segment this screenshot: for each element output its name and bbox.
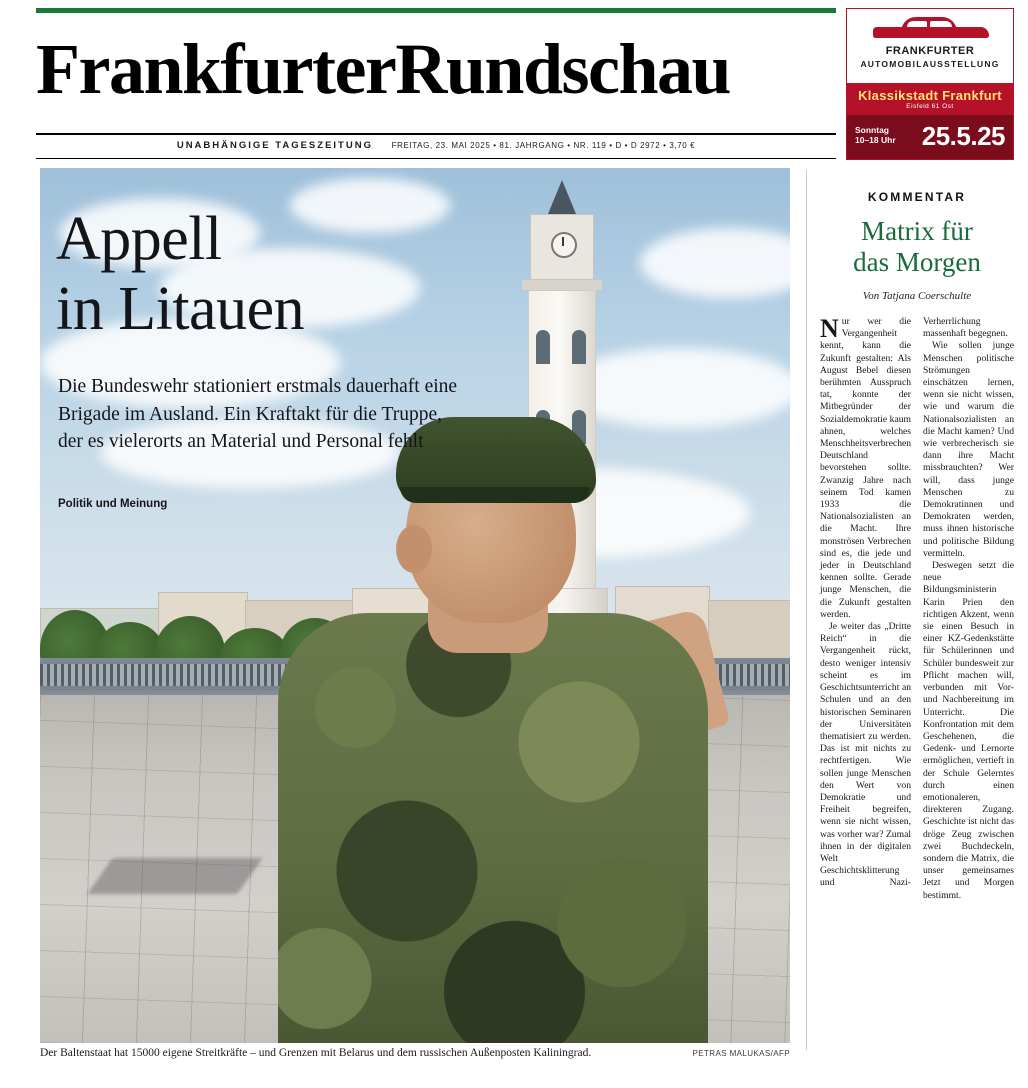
photo-caption-text: Der Baltenstaat hat 15000 eigene Streitkräfte – und Grenzen mit Belarus und dem russischen Außenposten Kaliningrad. [40, 1047, 592, 1059]
photo-credit: PETRAS MALUKAS/AFP [692, 1049, 790, 1058]
ad-banner-subtext: Eisfeld 61 Ost [906, 103, 954, 110]
headline-line-1: Appell [56, 205, 222, 273]
commentary-column [820, 190, 1014, 902]
lead-deck: Die Bundeswehr stationiert erstmals dauerhaft eine Brigade im Ausland. Ein Kraftakt für die Truppe, der es vielerorts an Material und Personal fehlt [58, 376, 458, 452]
commentary-label: KOMMENTAR [867, 190, 967, 204]
soldier-figure [278, 403, 708, 1043]
camouflage-uniform [278, 613, 708, 1043]
masthead-slogan: UNABHÄNGIGE TAGESZEITUNG [176, 140, 373, 151]
commentary-paragraph: Je weiter das „Dritte Reich“ in die Vergangenheit rückt, desto weniger intensiv scheint es im Geschichtsunterricht an Schulen und an den historischen Seminaren der Universitäten thematisiert zu werden. Das ist mit nichts zu rechtfertigen. Wie sollen junge Menschen den Wert von Demokratie und Freiheit begreifen, wenn sie nicht wissen, was vorher war? Zumal ihnen in der digitalen Welt Geschichtsklitterung und Nazi-Verherrlichung massenhaft begegnen. [820, 316, 1008, 889]
commentary-title-line2: das Morgen [853, 247, 981, 277]
tower-clock [551, 232, 577, 258]
commentary-body [820, 316, 1014, 902]
commentary-title-line1: Matrix für [861, 216, 973, 246]
lead-section-kicker[interactable]: Politik und Meinung [58, 498, 168, 510]
photo-caption [40, 1047, 790, 1059]
masthead-divider [36, 133, 836, 135]
lead-headline [56, 204, 486, 344]
ad-banner [847, 85, 1013, 115]
ad-banner-text: Klassikstadt Frankfurt [858, 88, 1002, 103]
masthead-issue-info: FREITAG, 23. MAI 2025 • 81. JAHRGANG • NR. 119 • D • D 2972 • 3,70 € [391, 141, 696, 150]
ad-brand-line1: FRANKFURTER [885, 45, 975, 57]
masthead-top-rule [36, 8, 836, 13]
headline-line-2: in Litauen [56, 275, 305, 343]
newspaper-title: FrankfurterRundschau [36, 29, 731, 109]
commentary-author: Von Tatjana Coerschulte [862, 290, 972, 302]
commentary-paragraph: Wie sollen junge Menschen politische Strömungen einschätzen lernen, wenn sie nicht wissen, wie und warum die Nationalsozialisten an die Macht kamen? Und wie verbrecherisch sie dann ihre Macht missbrauchten? Wer will, dass junge Menschen zu Demokratinnen und Demokraten werden, muss ihnen historische und politische Bildung vermitteln. [923, 340, 1014, 559]
ad-brand-line2: AUTOMOBILAUSSTELLUNG [860, 59, 1000, 69]
advertisement-box[interactable] [846, 8, 1014, 160]
commentary-paragraph: Nur wer die Vergangenheit kennt, kann die Zukunft gestalten: Als August Bebel diesen berühmten Ausspruch tat, konnte der Mitbegründer der Sozialdemokratie kaum ahnen, welches Menschheitsverbrechen Deutschland bevorstehen sollte. Zwanzig Jahre nach seinem Tod kamen 1933 die Nationalsozialisten an die Macht. Ihre monströsen Verbrechen sind es, die jede und jeder in Deutschland kennen sollte. Gerade junge Menschen, die die Zukunft gestalten werden. [820, 314, 912, 620]
ground-shadow [87, 858, 262, 894]
ad-date: 25.5.25 [921, 121, 1005, 151]
masthead-subline [36, 140, 836, 151]
ad-header [847, 9, 1013, 85]
lead-photo [40, 168, 790, 1043]
masthead [36, 26, 836, 112]
ad-opening-hours: Sonntag 10–18 Uhr [855, 125, 896, 145]
column-divider [806, 170, 807, 1050]
masthead-divider-lower [36, 158, 836, 159]
ad-footer [847, 115, 1013, 160]
car-icon [873, 17, 989, 43]
commentary-paragraph: Deswegen setzt die neue Bildungsministerin Karin Prien den richtigen Akzent, wenn sie einen Besuch in einer KZ-Gedenkstätte für Schülerinnen und Schüler bundesweit zur Pflicht machen will, verbunden mit Vor- und Nachbereitung im Unterricht. Die Konfrontation mit dem Geschehenen, die Gedenk- und Lernorte ermöglichen, vertieft in der Schule Gelerntes durch einen emotionaleren, direkteren Zugang. Geschichte ist nicht das dröge Zeug zwischen zwei Buchdeckeln, sondern die Matrix, die unser gemeinsames Jetzt und Morgen bestimmt. [923, 560, 1014, 901]
commentary-title [820, 216, 1014, 278]
